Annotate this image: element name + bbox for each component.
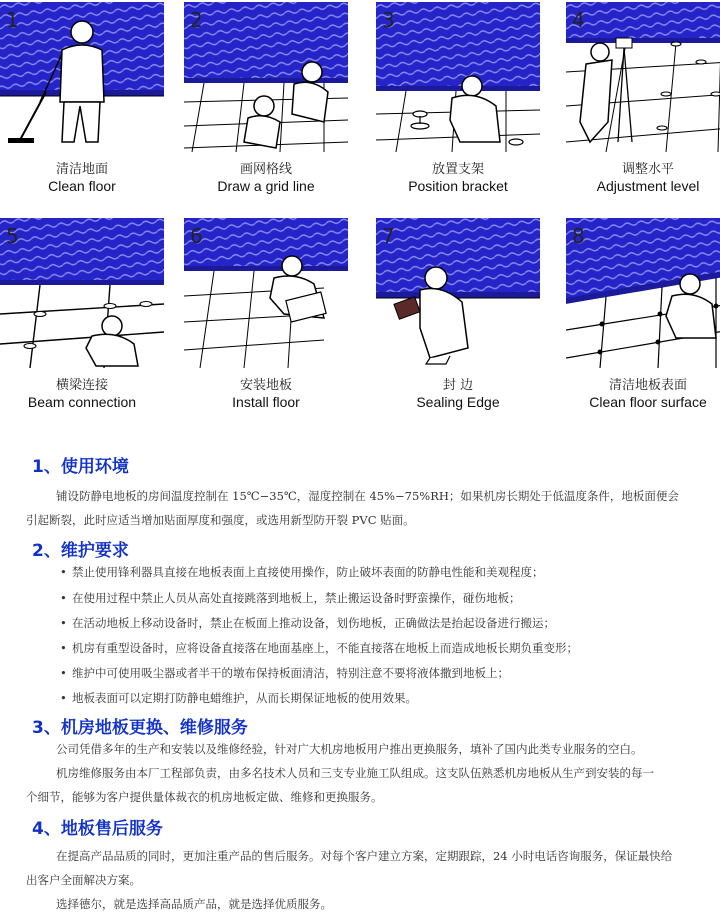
- maintenance-item: [60, 590, 710, 606]
- section-1-line: 引起断裂，此时应适当增加贴面厚度和强度，或选用新型防开裂 PVC 贴面。: [26, 513, 415, 527]
- maintenance-item: [60, 615, 710, 631]
- maintenance-item: [60, 665, 710, 681]
- step-8-card: [566, 218, 720, 418]
- step-title-cn: 放置支架: [431, 162, 484, 177]
- step-3-card: [376, 2, 540, 202]
- bullet-mark: •: [60, 666, 67, 680]
- maintenance-item: [60, 564, 710, 580]
- step-4-card: [566, 2, 720, 202]
- maintenance-item-text: 地板表面可以定期打防静电蜡维护，从而长期保证地板的使用效果。: [72, 691, 417, 705]
- step-2-illustration: [184, 2, 348, 152]
- section-3-text: [26, 737, 714, 809]
- section-2-heading: 2、维护要求: [32, 541, 129, 561]
- step-1-card: [0, 2, 164, 202]
- step-title-en: Adjustment level: [596, 178, 700, 194]
- step-number: 1: [6, 8, 19, 32]
- step-title-cn: 画网格线: [239, 162, 292, 177]
- step-number: 8: [572, 224, 585, 248]
- section-4-line: 出客户全面解决方案。: [26, 873, 141, 887]
- step-title-cn: 安装地板: [239, 378, 292, 393]
- step-title-cn: 清洁地板表面: [608, 378, 687, 393]
- maintenance-item-text: 维护中可使用吸尘器或者半干的墩布保持板面清洁，特别注意不要将液体撒到地板上；: [72, 666, 509, 680]
- bullet-mark: •: [60, 641, 67, 655]
- section-1-heading: 1、使用环境: [32, 457, 129, 477]
- step-title-en: Draw a grid line: [217, 178, 315, 194]
- step-title-en: Position bracket: [408, 178, 508, 194]
- step-6-illustration: [184, 218, 348, 368]
- section-3-heading: 3、机房地板更换、维修服务: [32, 718, 248, 738]
- bullet-mark: •: [60, 591, 67, 605]
- step-title-en: Clean floor surface: [589, 394, 707, 410]
- step-7-card: [376, 218, 540, 418]
- step-title-cn: 横梁连接: [55, 378, 108, 393]
- step-8-illustration: [566, 218, 720, 368]
- step-title-cn: 清洁地面: [55, 162, 108, 177]
- maintenance-item-text: 在使用过程中禁止人员从高处直接跳落到地板上，禁止搬运设备时野蛮操作，碰伤地板；: [72, 591, 521, 605]
- step-title-cn: 调整水平: [621, 162, 674, 177]
- step-title-en: Beam connection: [27, 394, 137, 410]
- section-4-line: 选择德尔，就是选择高品质产品，就是选择优质服务。: [56, 897, 332, 911]
- bullet-mark: •: [60, 691, 67, 705]
- step-number: 5: [6, 224, 19, 248]
- step-2-card: [184, 2, 348, 202]
- section-3-line: 个细节，能够为客户提供量体裁衣的机房地板定做、维修和更换服务。: [26, 790, 383, 804]
- section-4-text: [26, 844, 714, 916]
- section-3-line: 机房维修服务由本厂工程部负责，由多名技术人员和三支专业施工队组成。这支队伍熟悉机房地板从生产到安装的每一: [56, 766, 654, 780]
- maintenance-item: [60, 640, 710, 656]
- step-title-en: Clean floor: [48, 178, 116, 194]
- section-1-text: [26, 484, 714, 532]
- maintenance-item-text: 机房有重型设备时，应将设备直接落在地面基座上，不能直接落在地板上而造成地板长期负重变形；: [72, 641, 578, 655]
- step-number: 6: [190, 224, 203, 248]
- step-5-card: [0, 218, 164, 418]
- step-number: 2: [190, 8, 203, 32]
- step-title-en: Sealing Edge: [416, 394, 500, 410]
- maintenance-item-text: 禁止使用锋利器具直接在地板表面上直接使用操作，防止破坏表面的防静电性能和美观程度；: [72, 565, 544, 579]
- bullet-mark: •: [60, 565, 67, 579]
- section-4-line: 在提高产品品质的同时，更加注重产品的售后服务。对每个客户建立方案，定期跟踪，24 小时电话咨询服务，保证最快给: [56, 849, 673, 863]
- section-3-line: 公司凭借多年的生产和安装以及维修经验，针对广大机房地板用户推出更换服务，填补了国内此类专业服务的空白。: [56, 742, 643, 756]
- maintenance-item: [60, 690, 710, 706]
- bullet-mark: •: [60, 616, 67, 630]
- step-6-card: [184, 218, 348, 418]
- step-4-illustration: [566, 2, 720, 152]
- step-number: 4: [572, 8, 585, 32]
- maintenance-item-text: 在活动地板上移动设备时，禁止在板面上推动设备，划伤地板，正确做法是抬起设备进行搬运；: [72, 616, 555, 630]
- step-7-illustration: [376, 218, 540, 368]
- step-number: 3: [382, 8, 395, 32]
- step-title-en: Install floor: [232, 394, 300, 410]
- step-1-illustration: [0, 2, 164, 152]
- section-4-heading: 4、地板售后服务: [32, 819, 163, 839]
- step-5-illustration: [0, 218, 164, 368]
- section-1-line: 铺设防静电地板的房间温度控制在 15℃−35℃，湿度控制在 45%−75%RH；如果机房长期处于低温度条件，地板面便会: [56, 489, 679, 503]
- step-number: 7: [382, 224, 395, 248]
- step-title-cn: 封 边: [442, 378, 474, 393]
- step-3-illustration: [376, 2, 540, 152]
